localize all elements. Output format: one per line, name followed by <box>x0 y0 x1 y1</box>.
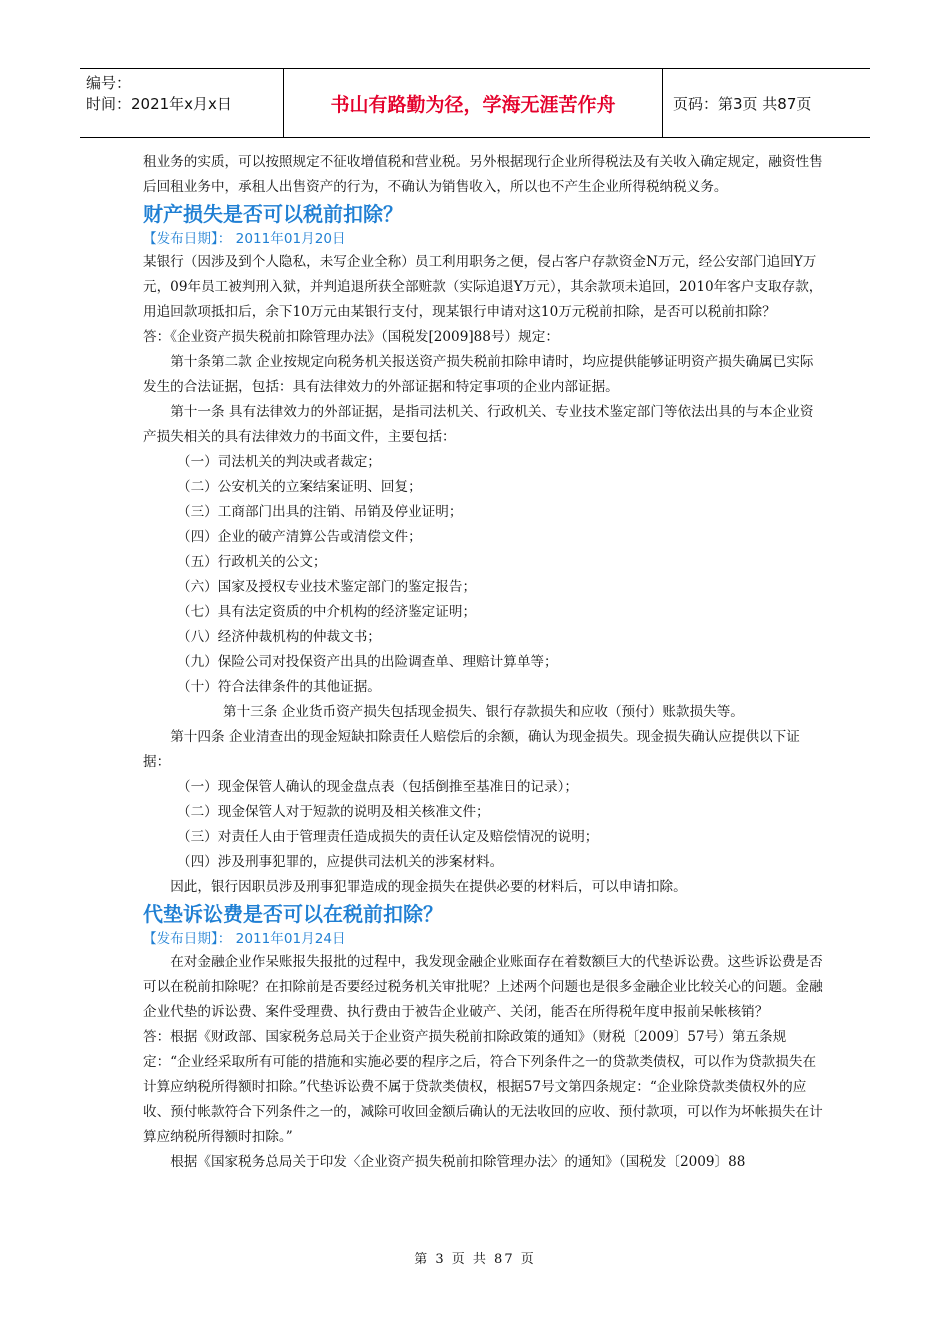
paragraph: 答：《企业资产损失税前扣除管理办法》（国税发[2009]88号）规定： <box>143 329 559 345</box>
list-item: （二）公安机关的立案结案证明、回复； <box>177 479 422 495</box>
paragraph: 答：根据《财政部、国家税务总局关于企业资产损失税前扣除政策的通知》（财税〔2009〕57号）第五条规定：“企业经采取所有可能的措施和实施必要的程序之后，符合下列条件之一的贷款类债权，可以作为贷款损失在计算应纳税所得额时扣除。”代垫诉讼费不属于贷款类债权，根据57号文第四条规定：“企业除贷款类债权外的应收、预付帐款符合下列条件之一的，减除可收回金额后确认的无法收回的应收、预付款项，可以作为坏帐损失在计算应纳税所得额时扣除。” <box>143 1029 823 1145</box>
list-item: （十）符合法律条件的其他证据。 <box>177 679 381 695</box>
list-item: （三）工商部门出具的注销、吊销及停业证明； <box>177 504 463 520</box>
list-item: （四）涉及刑事犯罪的，应提供司法机关的涉案材料。 <box>177 854 504 870</box>
indented-paragraph: 根据《国家税务总局关于印发〈企业资产损失税前扣除管理办法〉的通知》（国税发〔2009〕88 <box>170 1154 746 1170</box>
time-label: 时间：2021年x月x日 <box>86 95 232 113</box>
publish-date: 【发布日期】： 2011年01月24日 <box>143 931 346 947</box>
list-item: （九）保险公司对投保资产出具的出险调查单、理赔计算单等； <box>177 654 558 670</box>
paragraph: 租业务的实质，可以按照规定不征收增值税和营业税。另外根据现行企业所得税法及有关收入确定规定，融资性售后回租业务中，承租人出售资产的行为，不确认为销售收入，所以也不产生企业所得税纳税义务。 <box>143 154 823 195</box>
list-item: （八）经济仲裁机构的仲裁文书； <box>177 629 381 645</box>
page-header <box>80 68 870 138</box>
list-item: （六）国家及授权专业技术鉴定部门的鉴定报告； <box>177 579 477 595</box>
page-footer: 第 3 页 共 87 页 <box>414 1252 536 1267</box>
publish-date: 【发布日期】： 2011年01月20日 <box>143 231 346 247</box>
header-slogan: 书山有路勤为径，学海无涯苦作舟 <box>284 69 663 137</box>
indented-paragraph: 第十一条 具有法律效力的外部证据，是指司法机关、行政机关、专业技术鉴定部门等依法出具的与本企业资产损失相关的具有法律效力的书面文件，主要包括： <box>143 404 814 445</box>
header-meta <box>80 69 284 137</box>
document-body <box>143 150 823 1175</box>
list-item: （二）现金保管人对于短款的说明及相关核准文件； <box>177 804 490 820</box>
indented-paragraph: 因此，银行因职员涉及刑事犯罪造成的现金损失在提供必要的材料后，可以申请扣除。 <box>170 879 687 895</box>
indented-paragraph: 第十条第二款 企业按规定向税务机关报送资产损失税前扣除申请时，均应提供能够证明资产损失确属已实际发生的合法证据，包括：具有法律效力的外部证据和特定事项的企业内部证据。 <box>143 354 814 395</box>
article-line: 第十三条 企业货币资产损失包括现金损失、银行存款损失和应收（预付）账款损失等。 <box>223 704 744 720</box>
list-item: （五）行政机关的公文； <box>177 554 327 570</box>
indented-paragraph: 第十四条 企业清查出的现金短缺扣除责任人赔偿后的余额，确认为现金损失。现金损失确认应提供以下证据： <box>143 729 800 770</box>
paragraph: 某银行（因涉及到个人隐私，未写企业全称）员工利用职务之便，侵占客户存款资金N万元，经公安部门追回Y万元，09年员工被判刑入狱，并判追退所获全部赃款（实际追退Y万元），其余款项未追回，2010年客户支取存款，用追回款项抵扣后，余下10万元由某银行支付，现某银行申请对这10万元税前扣除，是否可以税前扣除？ <box>143 254 823 320</box>
section-heading: 财产损失是否可以税前扣除？ <box>143 202 403 226</box>
number-label: 编号： <box>86 74 132 92</box>
list-item: （三）对责任人由于管理责任造成损失的责任认定及赔偿情况的说明； <box>177 829 599 845</box>
list-item: （四）企业的破产清算公告或清偿文件； <box>177 529 422 545</box>
indented-paragraph: 在对金融企业作呆账报失报批的过程中，我发现金融企业账面存在着数额巨大的代垫诉讼费。这些诉讼费是否可以在税前扣除呢？在扣除前是否要经过税务机关审批呢？上述两个问题也是很多金融企业比较关心的问题。金融企业代垫的诉讼费、案件受理费、执行费由于被告企业破产、关闭，能否在所得税年度申报前呆帐核销？ <box>143 954 823 1020</box>
list-item: （一）司法机关的判决或者裁定； <box>177 454 381 470</box>
header-page-label: 页码：第3页 共87页 <box>673 94 812 113</box>
list-item: （七）具有法定资质的中介机构的经济鉴定证明； <box>177 604 477 620</box>
section-heading: 代垫诉讼费是否可以在税前扣除？ <box>143 902 443 926</box>
list-item: （一）现金保管人确认的现金盘点表（包括倒推至基准日的记录）； <box>177 779 579 795</box>
